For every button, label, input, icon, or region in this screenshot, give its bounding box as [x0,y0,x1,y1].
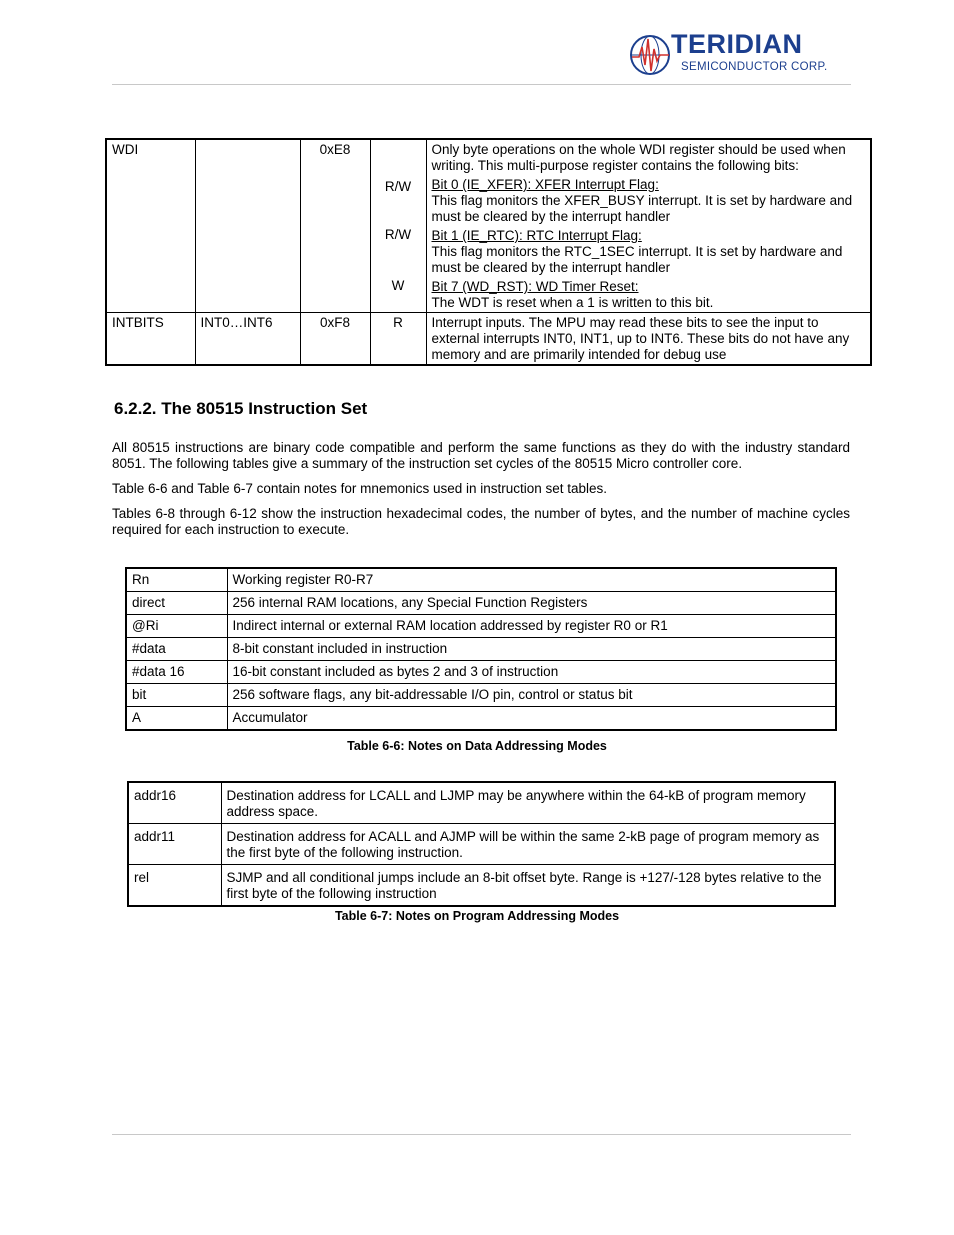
paragraph: All 80515 instructions are binary code compatible and perform the same functions as they do with the industry standard 8051. The following tables give a summary of the instruction set cycles of the 80515 Micro controller core. [112,440,850,471]
mnemonic-cell: #data [126,638,227,661]
register-table [105,138,872,366]
logo-wordmark: TERIDIAN [671,29,803,59]
register-name: WDI [106,139,195,313]
table-row [126,684,836,707]
rw-bit1: R/W [384,227,412,242]
bit-title: Bit 7 (WD_RST): WD Timer Reset: [431,279,639,294]
table-row [128,865,835,907]
table-row [128,782,835,824]
mnemonic-cell: bit [126,684,227,707]
mnemonic-cell: rel [128,865,221,907]
rw-bit0: R/W [384,179,412,194]
rw-bit7: W [391,278,405,293]
register-address: 0xF8 [300,313,370,366]
register-description [426,139,871,313]
table-row [126,661,836,684]
description-cell: 8-bit constant included in instruction [227,638,836,661]
description-cell: 256 internal RAM locations, any Special Function Registers [227,592,836,615]
paragraph: Table 6-6 and Table 6-7 contain notes for mnemonics used in instruction set tables. [112,481,608,496]
table-row [126,707,836,731]
register-rw [370,139,426,313]
description-cell: Indirect internal or external RAM location addressed by register R0 or R1 [227,615,836,638]
mnemonic-cell: addr16 [128,782,221,824]
mnemonic-cell: direct [126,592,227,615]
mnemonic-cell: A [126,707,227,731]
table-caption: Table 6-7: Notes on Program Addressing Modes [334,909,620,923]
description-cell: Accumulator [227,707,836,731]
logo-globe-icon [629,33,673,77]
description-cell: 256 software flags, any bit-addressable I/O pin, control or status bit [227,684,836,707]
mnemonic-cell: addr11 [128,824,221,865]
mnemonic-cell: @Ri [126,615,227,638]
table-row [106,139,871,313]
section-heading: 6.2.2. The 80515 Instruction Set [114,399,368,418]
teridian-logo [629,29,829,78]
description-cell: Destination address for ACALL and AJMP will be within the same 2-kB page of program memory as the first byte of the following instruction. [221,824,835,865]
table-row [128,824,835,865]
mnemonic-cell: Rn [126,568,227,592]
description-cell: 16-bit constant included as bytes 2 and 3 of instruction [227,661,836,684]
description-cell: Destination address for LCALL and LJMP may be anywhere within the 64-kB of program memory address space. [221,782,835,824]
paragraph: Tables 6-8 through 6-12 show the instruction hexadecimal codes, the number of bytes, and the number of machine cycles required for each instruction to execute. [112,506,850,537]
bit-text: This flag monitors the XFER_BUSY interrupt. It is set by hardware and must be cleared by the interrupt handler [431,193,853,224]
table-row [126,592,836,615]
table-row [106,313,871,366]
footer-rule [112,1134,851,1135]
bit-text: This flag monitors the RTC_1SEC interrupt. It is set by hardware and must be cleared by the interrupt handler [431,244,843,275]
bit-title: Bit 1 (IE_RTC): RTC Interrupt Flag: [431,228,642,243]
description-cell: SJMP and all conditional jumps include an 8-bit offset byte. Range is +127/-128 bytes relative to the first byte of the following instruction [221,865,835,907]
register-address: 0xE8 [300,139,370,313]
register-name: INTBITS [106,313,195,366]
register-rw: R [370,313,426,366]
table-caption: Table 6-6: Notes on Data Addressing Modes [347,739,607,753]
header-rule [112,84,851,85]
table-row [126,638,836,661]
description-cell: Working register R0-R7 [227,568,836,592]
bit-text: The WDT is reset when a 1 is written to this bit. [431,295,714,310]
table-row [126,615,836,638]
table-row [126,568,836,592]
program-addressing-table [127,781,836,907]
register-intro: Only byte operations on the whole WDI register should be used when writing. This multi-purpose register contains the following bits: [431,142,846,173]
mnemonic-cell: #data 16 [126,661,227,684]
logo-subtitle: SEMICONDUCTOR CORP. [681,61,828,73]
register-alt: INT0…INT6 [195,313,300,366]
register-alt [195,139,300,313]
register-description: Interrupt inputs. The MPU may read these bits to see the input to external interrupts INT0, INT1, up to INT6. These bits do not have any memory and are primarily intended for debug use [426,313,871,366]
bit-title: Bit 0 (IE_XFER): XFER Interrupt Flag: [431,177,659,192]
data-addressing-table [125,567,837,731]
